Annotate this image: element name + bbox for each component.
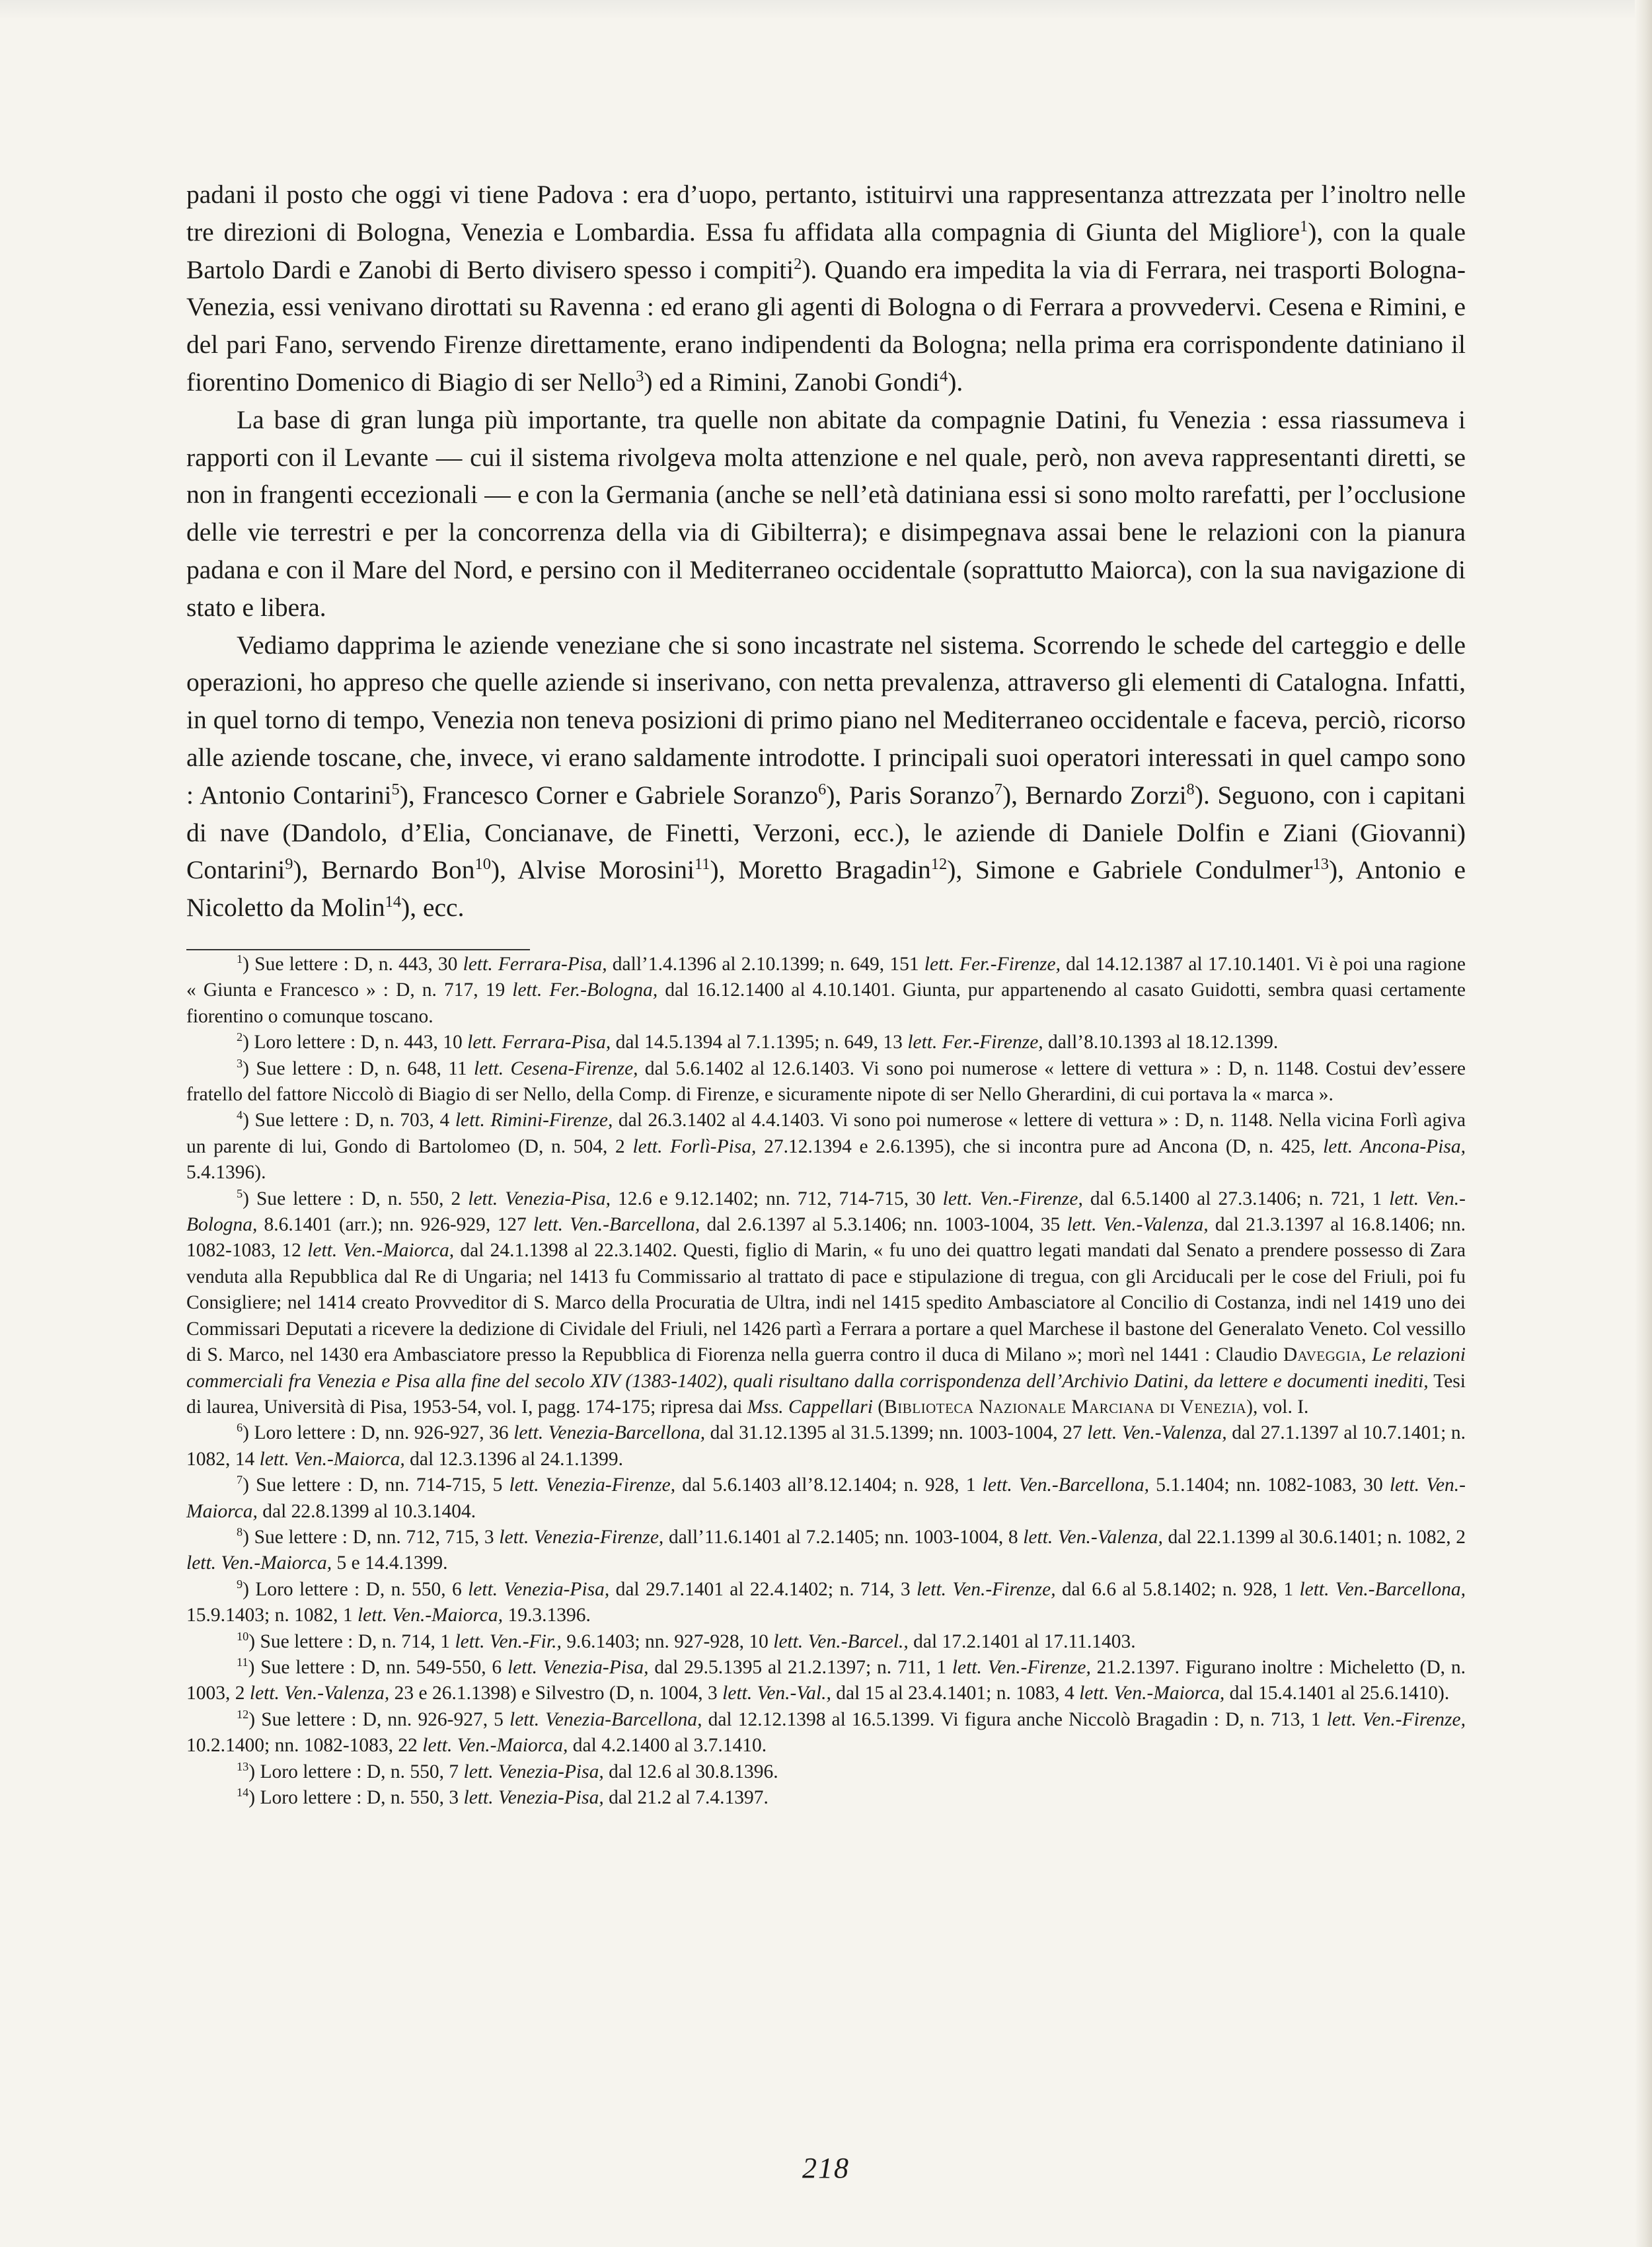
- footnote-text-run: lett. Venezia-Pisa,: [507, 1656, 649, 1678]
- text-run: ), Alvise Morosini: [490, 855, 695, 885]
- footnote-text-run: lett. Ven.-Maiorca,: [186, 1474, 1466, 1522]
- footnote-text-run: lett. Venezia-Barcellona,: [513, 1422, 706, 1444]
- footnote-text-run: lett. Ferrara-Pisa,: [467, 1032, 611, 1053]
- footnote-text-run: lett. Cesena-Firenze,: [474, 1057, 638, 1079]
- footnote-text-run: dal 4.2.1400 al 3.7.1410.: [568, 1735, 767, 1757]
- footnote-number-paren: ): [243, 1526, 254, 1548]
- footnote-text-run: lett. Ven.-Firenze,: [942, 1188, 1083, 1209]
- text-run: Vediamo dapprima le aziende veneziane che si sono incastrate nel sistema. Scorrendo le schede del carteggio e delle operazioni, ho appreso che quelle aziende si inserivano, con netta prevalenza, attraverso gli elementi di Catalogna. Infatti, in quel torno di tempo, Venezia non teneva posizioni di primo piano nel Mediterraneo occidentale e faceva, perciò, ricorso alle aziende toscane, che, invece, vi erano saldamente introdotte. I principali suoi operatori interessati in quel campo sono : Antonio Contarini: [186, 630, 1466, 810]
- footnote-text-run: lett. Venezia-Firenze,: [499, 1526, 664, 1548]
- footnote-number: 5: [237, 1186, 243, 1200]
- footnote-number: 7: [237, 1473, 243, 1487]
- footnote-number-paren: ): [243, 1188, 256, 1209]
- footnote-text-run: dal 5.6.1402 al 12.6.1403. Vi sono poi numerose « lettere di vettura » : D, n. 1148. Costui dev’essere fratello del fattore Niccolò di Biagio di ser Nello, della Comp. di Firenze, e sicuramente nipote di ser Nello Gherardini, di cui portava la « marca ».: [186, 1057, 1466, 1106]
- footnote-ref-11[interactable]: 11: [694, 855, 710, 874]
- footnote-text-run: dal 15.4.1401 al 25.6.1410).: [1224, 1683, 1450, 1704]
- footnote-text-run: dal 5.6.1403 all’8.12.1404; n. 928, 1: [675, 1474, 983, 1496]
- text-run: ).: [948, 367, 963, 397]
- footnote-text-run: lett. Ven.-Valenza,: [249, 1683, 390, 1704]
- footnote-text-run: lett. Ven.-Barcellona,: [982, 1474, 1150, 1496]
- footnote-text-run: dal 21.3.1397 al 16.8.1406; nn. 1082-1083, 12: [186, 1214, 1466, 1262]
- footnote-6: [186, 1420, 1466, 1472]
- footnote-text-run: lett. Ven.-Firenze,: [916, 1578, 1056, 1600]
- text-run: ), ecc.: [401, 893, 465, 923]
- footnote-10: [186, 1629, 1466, 1655]
- footnote-9: [186, 1577, 1466, 1629]
- footnote-text-run: 15.9.1403; n. 1082, 1: [186, 1605, 357, 1626]
- text-run: ), Antonio e Nicoletto da Molin: [186, 855, 1466, 923]
- page-number: 218: [802, 2152, 850, 2184]
- footnote-text-run: lett. Ven.-Val.,: [722, 1683, 831, 1704]
- footnote-number: 8: [237, 1525, 243, 1539]
- footnote-text-run: Sue lettere : D, nn. 714-715, 5: [256, 1474, 509, 1496]
- footnote-text-run: Sue lettere : D, n. 550, 2: [256, 1188, 469, 1209]
- footnote-text-run: 27.12.1394 e 2.6.1395), che si incontra pure ad Ancona (D, n. 425,: [756, 1135, 1324, 1157]
- footnote-text-run: Sue lettere : D, n. 648, 11: [256, 1057, 474, 1079]
- footnote-text-run: Tesi di laurea, Università di Pisa, 1953-54, vol. I, pagg. 174-175; ripresa dai: [186, 1370, 1466, 1418]
- footnote-text-run: Loro lettere : D, n. 550, 7: [260, 1761, 464, 1782]
- footnote-text-run: lett. Ven.-Valenza,: [1023, 1526, 1163, 1548]
- footnote-text-run: dal 31.12.1395 al 31.5.1399; nn. 1003-1004, 27: [705, 1422, 1088, 1444]
- footnote-number-paren: ): [243, 1110, 255, 1131]
- footnote-text-run: Sue lettere : D, nn. 549-550, 6: [260, 1656, 507, 1678]
- footnote-text-run: 12.6 e 9.12.1402; nn. 712, 714-715, 30: [611, 1188, 943, 1209]
- footnote-number-paren: ): [248, 1761, 260, 1782]
- footnote-text-run: (: [872, 1396, 885, 1418]
- footnote-number: 2: [237, 1030, 243, 1044]
- footnote-text-run: Sue lettere : D, n. 703, 4: [254, 1110, 455, 1131]
- footnote-ref-9[interactable]: 9: [285, 855, 293, 874]
- footnote-text-run: Sue lettere : D, nn. 712, 715, 3: [254, 1526, 500, 1548]
- text-run: ) ed a Rimini, Zanobi Gondi: [644, 367, 940, 397]
- footnote-text-run: dal 22.1.1399 al 30.6.1401; n. 1082, 2: [1162, 1526, 1466, 1548]
- footnote-text-run: 23 e 26.1.1398) e Silvestro (D, n. 1004, 3: [389, 1683, 723, 1704]
- footnote-text-run: dal 29.7.1401 al 22.4.1402; n. 714, 3: [609, 1578, 917, 1600]
- footnote-text-run: dal 6.5.1400 al 27.3.1406; n. 721, 1: [1082, 1188, 1390, 1209]
- footnote-text-run: Biblioteca Nazionale Marciana di Venezia: [884, 1396, 1247, 1418]
- footnote-text-run: lett. Venezia-Pisa,: [468, 1578, 610, 1600]
- footnote-text-run: Loro lettere : D, n. 550, 3: [260, 1787, 464, 1808]
- footnote-number: 3: [237, 1056, 243, 1070]
- footnote-text-run: 10.2.1400; nn. 1082-1083, 22: [186, 1735, 423, 1757]
- footnote-number: 12: [237, 1707, 249, 1721]
- footnote-text-run: dal 2.6.1397 al 5.3.1406; nn. 1003-1004, 35: [700, 1214, 1067, 1236]
- footnote-text-run: dal 16.12.1400 al 4.10.1401. Giunta, pur appartenendo al casato Guidotti, sembra quasi certamente fiorentino o comunque toscano.: [186, 979, 1466, 1027]
- footnote-7: [186, 1472, 1466, 1525]
- footnote-text-run: 5.4.1396).: [186, 1162, 266, 1184]
- footnote-text-run: Sue lettere : D, n. 714, 1: [260, 1630, 455, 1652]
- footnote-text-run: dal 6.6 al 5.8.1402; n. 928, 1: [1055, 1578, 1300, 1600]
- footnote-text-run: lett. Rimini-Firenze,: [455, 1110, 613, 1131]
- footnote-text-run: dal 29.5.1395 al 21.2.1397; n. 711, 1: [648, 1656, 952, 1678]
- footnote-text-run: lett. Fer.-Firenze,: [924, 954, 1061, 975]
- footnote-14: [186, 1785, 1466, 1811]
- footnote-text-run: lett. Ven.-Maiorca,: [357, 1605, 504, 1626]
- footnote-text-run: lett. Venezia-Pisa,: [468, 1188, 611, 1209]
- footnote-text-run: ,: [1361, 1344, 1372, 1366]
- footnote-ref-8[interactable]: 8: [1186, 780, 1195, 798]
- footnote-text-run: Loro lettere : D, nn. 926-927, 36: [254, 1422, 514, 1444]
- footnote-1: [186, 952, 1466, 1030]
- footnote-12: [186, 1707, 1466, 1759]
- paragraph-1: [186, 176, 1466, 401]
- footnote-text-run: lett. Ven.-Barcellona,: [533, 1214, 700, 1236]
- footnote-text-run: Mss. Cappellari: [747, 1396, 873, 1418]
- footnote-number: 13: [237, 1759, 249, 1773]
- page-right-edge: [1635, 0, 1652, 2247]
- footnote-text-run: dal 27.1.1397 al 10.7.1401; n. 1082, 14: [186, 1422, 1466, 1470]
- footnote-text-run: Le relazioni commerciali fra Venezia e Pisa alla fine del secolo XIV (1383-1402), quali risultano dalla corrispondenza dell’Archivio Datini, da lettere e documenti inediti,: [186, 1344, 1466, 1392]
- footnote-text-run: Sue lettere : D, nn. 926-927, 5: [261, 1708, 510, 1730]
- text-run: ). Quando era impedita la via di Ferrara, nei trasporti Bologna-Venezia, essi venivano dirottati su Ravenna : ed erano gli agenti di Bologna o di Ferrara a provvedervi. Cesena e Rimini, e del pari Fano, servendo Firenze direttamente, erano indipendenti da Bologna; nella prima era corrispondente datiniano il fiorentino Domenico di Biagio di ser Nello: [186, 254, 1466, 397]
- footnote-text-run: lett. Ven.-Bologna,: [186, 1188, 1466, 1236]
- footnote-text-run: dal 14.12.1387 al 17.10.1401. Vi è poi una ragione « Giunta e Francesco » : D, n. 717, 19: [186, 954, 1466, 1001]
- footnote-text-run: dal 22.8.1399 al 10.3.1404.: [257, 1500, 476, 1522]
- footnote-text-run: lett. Ven.-Barcellona,: [1299, 1578, 1466, 1600]
- footnote-13: [186, 1759, 1466, 1785]
- footnote-ref-14[interactable]: 14: [385, 892, 402, 911]
- footnote-number-paren: ): [243, 1474, 256, 1496]
- footnote-text-run: Sue lettere : D, n. 443, 30: [254, 954, 463, 975]
- footnote-text-run: lett. Ven.-Firenze,: [952, 1656, 1091, 1678]
- footnote-3: [186, 1056, 1466, 1108]
- footnote-ref-2[interactable]: 2: [794, 254, 802, 273]
- footnote-ref-4[interactable]: 4: [940, 367, 948, 385]
- footnote-text-run: lett. Ferrara-Pisa,: [463, 954, 607, 975]
- footnote-ref-3[interactable]: 3: [636, 367, 644, 385]
- footnote-number: 9: [237, 1577, 243, 1591]
- footnote-text-run: lett. Ven.-Maiorca,: [1079, 1683, 1225, 1704]
- footnote-ref-6[interactable]: 6: [818, 780, 827, 798]
- footnote-number-paren: ): [243, 1032, 254, 1053]
- footnote-text-run: dall’11.6.1401 al 7.2.1405; nn. 1003-1004, 8: [663, 1526, 1024, 1548]
- footnote-text-run: lett. Ven.-Maiorca,: [307, 1240, 455, 1262]
- footnote-text-run: 5 e 14.4.1399.: [332, 1552, 448, 1574]
- footnote-ref-5[interactable]: 5: [391, 780, 400, 798]
- footnote-text-run: dal 26.3.1402 al 4.4.1403. Vi sono poi numerose « lettere di vettura » : D, n. 1148. Nella vicina Forlì agiva un parente di lui, Gondo di Bartolomeo (D, n. 504, 2: [186, 1110, 1466, 1157]
- footnote-ref-13[interactable]: 13: [1312, 855, 1329, 874]
- footnote-text-run: dall’8.10.1393 al 18.12.1399.: [1043, 1032, 1279, 1053]
- text-run: ), Bernardo Zorzi: [1002, 780, 1187, 810]
- footnote-text-run: 21.2.1397. Figurano inoltre : Micheletto (D, n. 1003, 2: [186, 1656, 1466, 1704]
- footnote-text-run: lett. Ven.-Valenza,: [1067, 1214, 1209, 1236]
- footnote-number-paren: ): [248, 1630, 260, 1652]
- footnote-text-run: dal 24.1.1398 al 22.3.1402. Questi, figlio di Marin, « fu uno dei quattro legati mandati dal Senato a prendere possesso di Zara venduta alla Repubblica dal Re di Ungaria; nel 1413 fu Commissario al trattato di pace e stipulazione di tregua, con gli Arciducali per le cose del Friuli, poi fu Consigliere; nel 1414 creato Provveditor di S. Marco della Procuratia de Ultra, indi nel 1415 spedito Ambasciatore al Concilio di Costanza, indi nel 1419 uno dei Commissari Deputati a ricevere la dedizione di Cividale del Friuli, nel 1426 partì a Ferrara a portare a quel Marchese il bastone del Generalato Veneto. Col vessillo di S. Marco, nel 1430 era Ambasciatore presso la Repubblica di Fiorenza nella guerra contro il duca di Milano »; morì nel 1441 : Claudio: [186, 1240, 1466, 1366]
- footnote-number: 10: [237, 1629, 249, 1643]
- footnote-text-run: dal 15 al 23.4.1401; n. 1083, 4: [831, 1683, 1080, 1704]
- footnote-text-run: lett. Ven.-Valenza,: [1087, 1422, 1227, 1444]
- footnote-separator: [186, 949, 530, 950]
- footnote-ref-12[interactable]: 12: [930, 855, 948, 874]
- text-run: ), Moretto Bragadin: [710, 855, 931, 885]
- footnote-ref-7[interactable]: 7: [994, 780, 1002, 798]
- page-top-shadow: [0, 0, 1652, 20]
- footnote-5: [186, 1186, 1466, 1421]
- footnote-text-run: dal 21.2 al 7.4.1397.: [603, 1787, 769, 1808]
- footnote-text-run: lett. Fer.-Firenze,: [907, 1032, 1043, 1053]
- footnote-text-run: 9.6.1403; nn. 927-928, 10: [561, 1630, 774, 1652]
- footnote-number: 11: [237, 1656, 248, 1669]
- footnote-text-run: lett. Ven.-Maiorca,: [259, 1448, 405, 1470]
- footnote-text-run: lett. Venezia-Firenze,: [509, 1474, 676, 1496]
- footnote-ref-10[interactable]: 10: [474, 855, 491, 874]
- footnote-text-run: lett. Ven.-Maiorca,: [186, 1552, 332, 1574]
- footnote-text-run: Loro lettere : D, n. 443, 10: [254, 1032, 468, 1053]
- footnote-number-paren: ): [243, 1578, 256, 1600]
- footnote-text-run: lett. Venezia-Barcellona,: [509, 1708, 702, 1730]
- footnote-text-run: Daveggia: [1283, 1344, 1362, 1366]
- footnote-text-run: lett. Forlì-Pisa,: [632, 1135, 757, 1157]
- footnote-text-run: 19.3.1396.: [503, 1605, 591, 1626]
- footnote-number-paren: ): [248, 1656, 261, 1678]
- footnote-number: 6: [237, 1421, 243, 1435]
- footnote-text-run: ), vol. I.: [1246, 1396, 1309, 1418]
- footnote-text-run: 5.1.1404; nn. 1082-1083, 30: [1149, 1474, 1390, 1496]
- text-run: ), con la quale Bartolo Dardi e Zanobi di Berto divisero spesso i compiti: [186, 217, 1466, 284]
- text-run: ). Seguono, con i capitani di nave (Dandolo, d’Elia, Concianave, de Finetti, Verzoni, ecc.), le aziende di Daniele Dolfin e Ziani (Giovanni) Contarini: [186, 780, 1466, 885]
- footnote-text-run: dall’1.4.1396 al 2.10.1399; n. 649, 151: [607, 954, 924, 975]
- footnote-text-run: Loro lettere : D, n. 550, 6: [255, 1578, 469, 1600]
- text-run: ), Paris Soranzo: [826, 780, 995, 810]
- text-run: ), Bernardo Bon: [293, 855, 475, 885]
- footnotes: [186, 952, 1466, 1811]
- main-text: [186, 176, 1466, 927]
- footnote-text-run: dal 12.12.1398 al 16.5.1399. Vi figura anche Niccolò Bragadin : D, n. 713, 1: [702, 1708, 1327, 1730]
- footnote-number: 14: [237, 1786, 249, 1800]
- text-run: padani il posto che oggi vi tiene Padova : era d’uopo, pertanto, istituirvi una rappresentanza attrezzata per l’inoltro nelle tre direzioni di Bologna, Venezia e Lombardia. Essa fu affidata alla compagnia di Giunta del Migliore: [186, 180, 1466, 247]
- footnote-text-run: dal 17.2.1401 al 17.11.1403.: [908, 1630, 1136, 1652]
- footnote-11: [186, 1655, 1466, 1707]
- footnote-number-paren: ): [243, 954, 255, 975]
- paragraph-3: [186, 627, 1466, 927]
- footnote-text-run: lett. Ven.-Maiorca,: [422, 1735, 568, 1757]
- footnote-text-run: lett. Venezia-Pisa,: [463, 1787, 604, 1808]
- footnote-text-run: lett. Fer.-Bologna,: [512, 979, 658, 1001]
- footnote-text-run: lett. Ven.-Barcel.,: [773, 1630, 909, 1652]
- text-run: ), Francesco Corner e Gabriele Soranzo: [399, 780, 819, 810]
- footnote-2: [186, 1030, 1466, 1055]
- text-run: ), Simone e Gabriele Condulmer: [947, 855, 1313, 885]
- footnote-text-run: lett. Ancona-Pisa,: [1323, 1135, 1466, 1157]
- footnote-ref-1[interactable]: 1: [1299, 217, 1308, 235]
- footnote-4: [186, 1108, 1466, 1186]
- footnote-text-run: dal 14.5.1394 al 7.1.1395; n. 649, 13: [611, 1032, 908, 1053]
- footnote-number-paren: ): [243, 1057, 256, 1079]
- footnote-number-paren: ): [248, 1787, 260, 1808]
- footnote-text-run: lett. Ven.-Fir.,: [455, 1630, 562, 1652]
- footnote-text-run: dal 12.3.1396 al 24.1.1399.: [404, 1448, 623, 1470]
- footnote-number-paren: ): [248, 1708, 262, 1730]
- footnote-text-run: lett. Venezia-Pisa,: [463, 1761, 604, 1782]
- footnote-text-run: 8.6.1401 (arr.); nn. 926-929, 127: [257, 1214, 533, 1236]
- footnote-number: 1: [237, 952, 243, 966]
- footnote-text-run: lett. Ven.-Firenze,: [1326, 1708, 1466, 1730]
- paragraph-2: La base di gran lunga più importante, tra quelle non abitate da compagnie Datini, fu Venezia : essa riassumeva i rapporti con il Levante — cui il sistema rivolgeva molta attenzione e nel quale, però, non aveva rappresentanti diretti, se non in frangenti eccezionali — e con la Germania (anche se nell’età datiniana essi si sono molto rarefatti, per l’occlusione delle vie terrestri e per la concorrenza della via di Gibilterra); e disimpegnava assai bene le relazioni con la pianura padana e con il Mare del Nord, e persino con il Mediterraneo occidentale (soprattutto Maiorca), con la sua navigazione di stato e libera.: [186, 404, 1466, 622]
- footnote-number: 4: [237, 1108, 243, 1122]
- footnote-number-paren: ): [243, 1422, 254, 1444]
- footnote-8: [186, 1525, 1466, 1577]
- footnote-text-run: dal 12.6 al 30.8.1396.: [603, 1761, 778, 1782]
